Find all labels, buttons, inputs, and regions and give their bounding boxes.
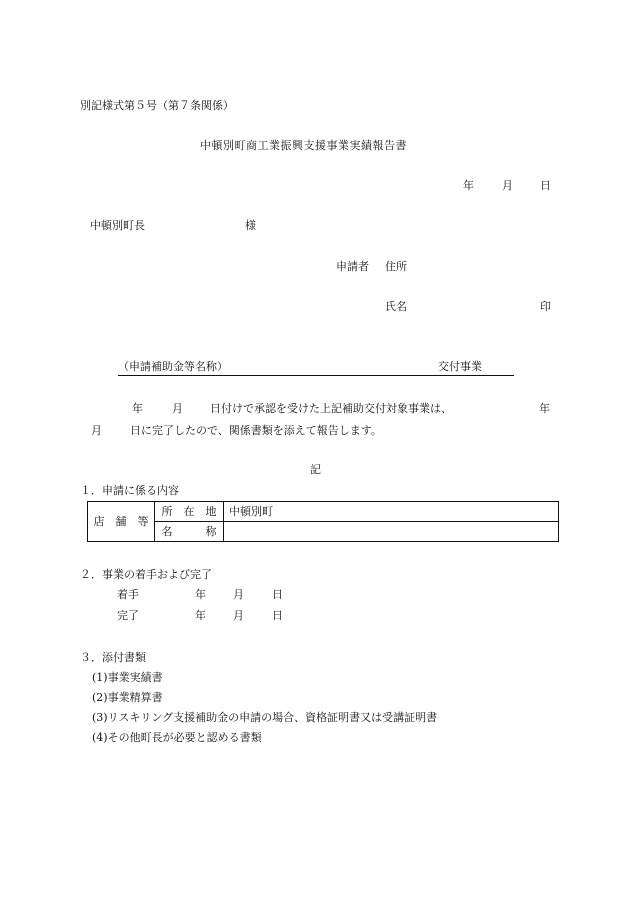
seal-mark: 印 [540, 300, 551, 313]
list-item: (1)事業実績書 [92, 671, 163, 684]
date-month-label: 月 [502, 179, 513, 192]
start-day-label: 日 [272, 588, 283, 601]
list-item: (2)事業精算書 [92, 691, 163, 704]
shop-header-cell: 店 舗 等 [88, 502, 155, 542]
table-row [88, 502, 559, 522]
ki-heading: 記 [310, 463, 321, 476]
start-month-label: 月 [233, 588, 244, 601]
applicant-label: 申請者 [336, 260, 369, 273]
document-title: 中頓別町商工業振興支援事業実績報告書 [200, 139, 407, 152]
applicant-address-label: 住所 [385, 260, 407, 273]
section2-heading: ２．事業の着手および完了 [80, 568, 212, 581]
body-line1-text: 日付けで承認を受けた上記補助交付対象事業は、 [210, 402, 452, 415]
body-line2-month: 月 [91, 424, 102, 437]
addressee-honorific: 様 [245, 219, 256, 232]
subsidy-line [118, 361, 514, 376]
subsidy-name-placeholder: （申請補助金等名称） [118, 360, 228, 373]
name-label-cell: 名 称 [155, 522, 224, 542]
body-line2-text: 日に完了したので、関係書類を添えて報告します。 [130, 424, 382, 437]
body-line1-year2: 年 [539, 402, 550, 415]
shop-table [87, 501, 559, 542]
section3-heading: ３．添付書類 [80, 651, 146, 664]
address-value-cell: 中頓別町 [224, 502, 559, 522]
completion-year-label: 年 [195, 609, 206, 622]
date-day-label: 日 [540, 179, 551, 192]
section1-heading: １．申請に係る内容 [80, 484, 179, 497]
subsidy-suffix: 交付事業 [438, 360, 482, 373]
table-row [88, 522, 559, 542]
address-label-cell: 所 在 地 [155, 502, 224, 522]
list-item: (4)その他町長が必要と認める書類 [92, 731, 262, 744]
start-year-label: 年 [195, 588, 206, 601]
addressee-name: 中頓別町長 [90, 219, 145, 232]
name-value-cell [224, 522, 559, 542]
start-label: 着手 [117, 588, 139, 601]
applicant-name-label: 氏名 [385, 300, 407, 313]
body-line1-month: 月 [172, 402, 183, 415]
completion-day-label: 日 [272, 609, 283, 622]
body-line1-year: 年 [132, 402, 143, 415]
date-year-label: 年 [463, 179, 474, 192]
form-number: 別記様式第５号（第７条関係） [80, 99, 234, 112]
completion-label: 完了 [117, 609, 139, 622]
list-item: (3)リスキリング支援補助金の申請の場合、資格証明書又は受講証明書 [92, 711, 438, 724]
completion-month-label: 月 [233, 609, 244, 622]
